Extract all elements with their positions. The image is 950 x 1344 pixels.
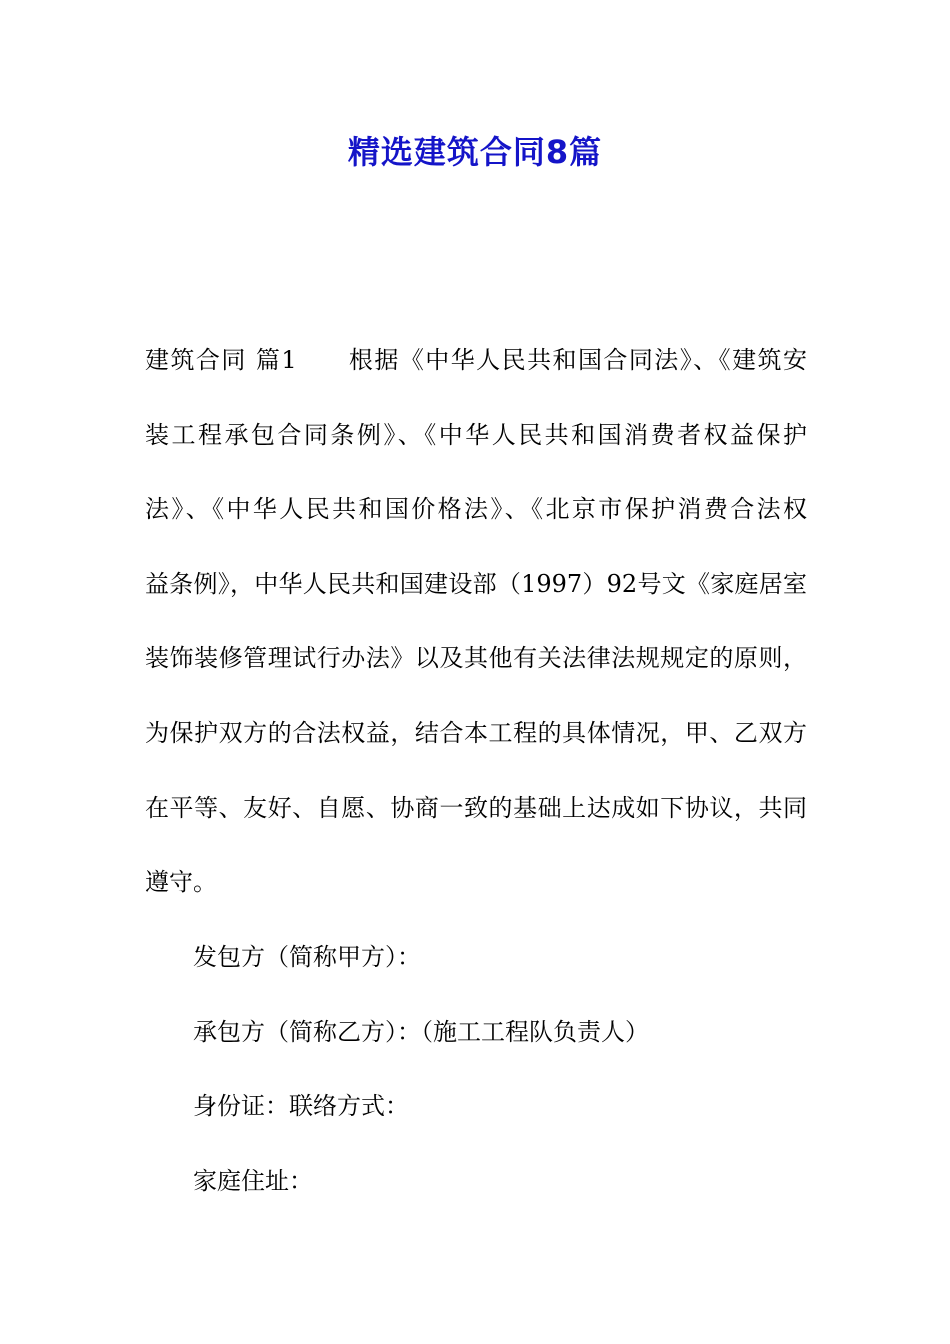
paragraph-line: 益条例》，中华人民共和国建设部（1997）92号文《家庭居室 — [145, 569, 807, 598]
paragraph-line: 建筑合同 篇1 根据《中华人民共和国合同法》、《建筑安 — [145, 346, 807, 374]
contract-intro-paragraph — [145, 323, 807, 920]
paragraph-line: 为保护双方的合法权益，结合本工程的具体情况，甲、乙双方 — [145, 718, 807, 747]
field-id-contact: 身份证：联络方式： — [193, 1092, 409, 1121]
field-contractor: 承包方（简称乙方）：（施工工程队负责人） — [193, 1017, 649, 1046]
paragraph-line: 在平等、友好、自愿、协商一致的基础上达成如下协议，共同 — [145, 793, 807, 822]
field-home-address: 家庭住址： — [193, 1166, 313, 1195]
paragraph-line: 法》、《中华人民共和国价格法》、《北京市保护消费合法权 — [145, 495, 807, 524]
paragraph-line: 遵守。 — [145, 868, 217, 897]
paragraph-line: 装工程承包合同条例》、《中华人民共和国消费者权益保护 — [145, 420, 807, 449]
paragraph-line: 装饰装修管理试行办法》以及其他有关法律法规规定的原则， — [145, 644, 807, 673]
contract-party-fields — [145, 920, 807, 1218]
document-title: 精选建筑合同8篇 — [347, 133, 603, 171]
field-employer: 发包方（简称甲方）： — [193, 943, 421, 971]
